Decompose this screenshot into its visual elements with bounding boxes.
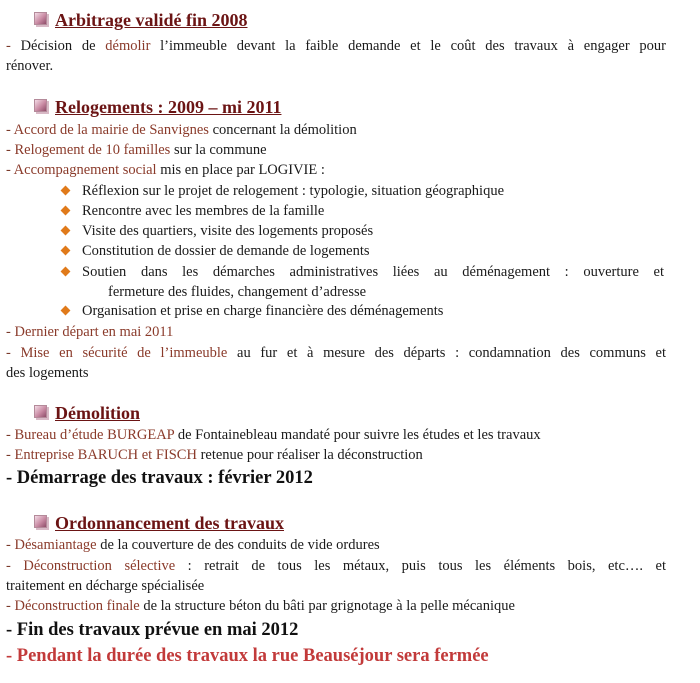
road-closure-notice: - Pendant la durée des travaux la rue Beauséjour sera fermée — [6, 646, 489, 666]
relogement-item: - Accord de la mairie de Sanvignes concernant la démolition — [6, 122, 357, 138]
orange-diamond-bullet-icon — [61, 306, 71, 316]
section-heading-icon — [34, 99, 47, 112]
relogement-securing-line-2: des logements — [6, 365, 89, 381]
arbitrage-line-2: rénover. — [6, 58, 54, 74]
works-end-date: - Fin des travaux prévue en mai 2012 — [6, 620, 299, 640]
demolition-item: - Bureau d’étude BURGEAP de Fontainebleau mandaté pour suivre les études et les travaux — [6, 427, 541, 443]
section-title-relogements: Relogements : 2009 – mi 2011 — [34, 97, 281, 117]
ordonnancement-item: - Déconstruction finale de la structure béton du bâti par grignotage à la pelle mécanique — [6, 598, 515, 614]
section-title-demolition: Démolition — [34, 403, 140, 423]
relogement-item: - Relogement de 10 familles sur la commune — [6, 142, 267, 158]
ordonnancement-item: - Déconstruction sélective : retrait de tous les métaux, puis tous les éléments bois, etc…. et — [6, 558, 666, 574]
section-title-arbitrage: Arbitrage validé fin 2008 — [34, 10, 247, 30]
section-title-ordonnancement: Ordonnancement des travaux — [34, 513, 284, 533]
bullet-continuation: fermeture des fluides, changement d’adresse — [108, 284, 367, 300]
orange-diamond-bullet-icon — [61, 226, 71, 236]
orange-diamond-bullet-icon — [61, 206, 71, 216]
orange-diamond-bullet-icon — [61, 267, 71, 277]
works-start-date: - Démarrage des travaux : février 2012 — [6, 468, 313, 488]
arbitrage-line-1: - Décision de démolir l’immeuble devant la faible demande et le coût des travaux à engager pour — [6, 38, 666, 54]
section-heading-icon — [34, 12, 47, 25]
section-heading-icon — [34, 515, 47, 528]
ordonnancement-item: - Désamiantage de la couverture de des conduits de vide ordures — [6, 537, 380, 553]
ordonnancement-item-continuation: traitement en décharge spécialisée — [6, 578, 205, 594]
orange-diamond-bullet-icon — [61, 186, 71, 196]
relogement-last-departure: - Dernier départ en mai 2011 — [6, 324, 174, 340]
relogement-item: - Accompagnement social mis en place par LOGIVIE : — [6, 162, 325, 178]
relogement-securing-line-1: - Mise en sécurité de l’immeuble au fur et à mesure des départs : condamnation des communs et — [6, 345, 666, 361]
demolition-item: - Entreprise BARUCH et FISCH retenue pour réaliser la déconstruction — [6, 447, 423, 463]
section-heading-icon — [34, 405, 47, 418]
document-page: Arbitrage validé fin 2008 - Décision de démolir l’immeuble devant la faible demande et le coût des travaux à engager pour rénover. Relogements : 2009 – mi 2011 - Accord de la mairie de Sanvignes concernant la démolition - Relogement de 10 familles sur la commune - Accompagnement social mis en place par LOGIVIE : Réflexion sur le projet de relogement : typologie, situation géographique Rencontre avec les membres de la famille Visite des quartiers, visite des logements proposés Constitution de dossier de demande de logements Soutien dans les démarches administratives liées au déménagement : ouverture et fermeture des fluides, changement d’adresse Organisation et prise en charge financière des déménagements - Dernier départ en mai 2011 - Mise en sécurité de l’immeuble au fur et à mesure des départs : condamnation des communs et des logements Démolition - Bureau d’étude BURGEAP de Fontainebleau mandaté pour suivre les études et les travaux - Entreprise BARUCH et FISCH retenue pour réaliser la déconstruction - Démarrage des travaux : février 2012 Ordonnancement des travaux - Désamiantage de la couverture de des conduits de vide ordures - Déconstruction sélective : retrait de tous les métaux, puis tous les éléments bois, etc…. et traitement en décharge spécialisée - Déconstruction finale de la structure béton du bâti par grignotage à la pelle mécanique - Fin des travaux prévue en mai 2012 - Pendant la durée des travaux la rue Beauséjour sera fermée — [6, 10, 666, 666]
orange-diamond-bullet-icon — [61, 246, 71, 256]
